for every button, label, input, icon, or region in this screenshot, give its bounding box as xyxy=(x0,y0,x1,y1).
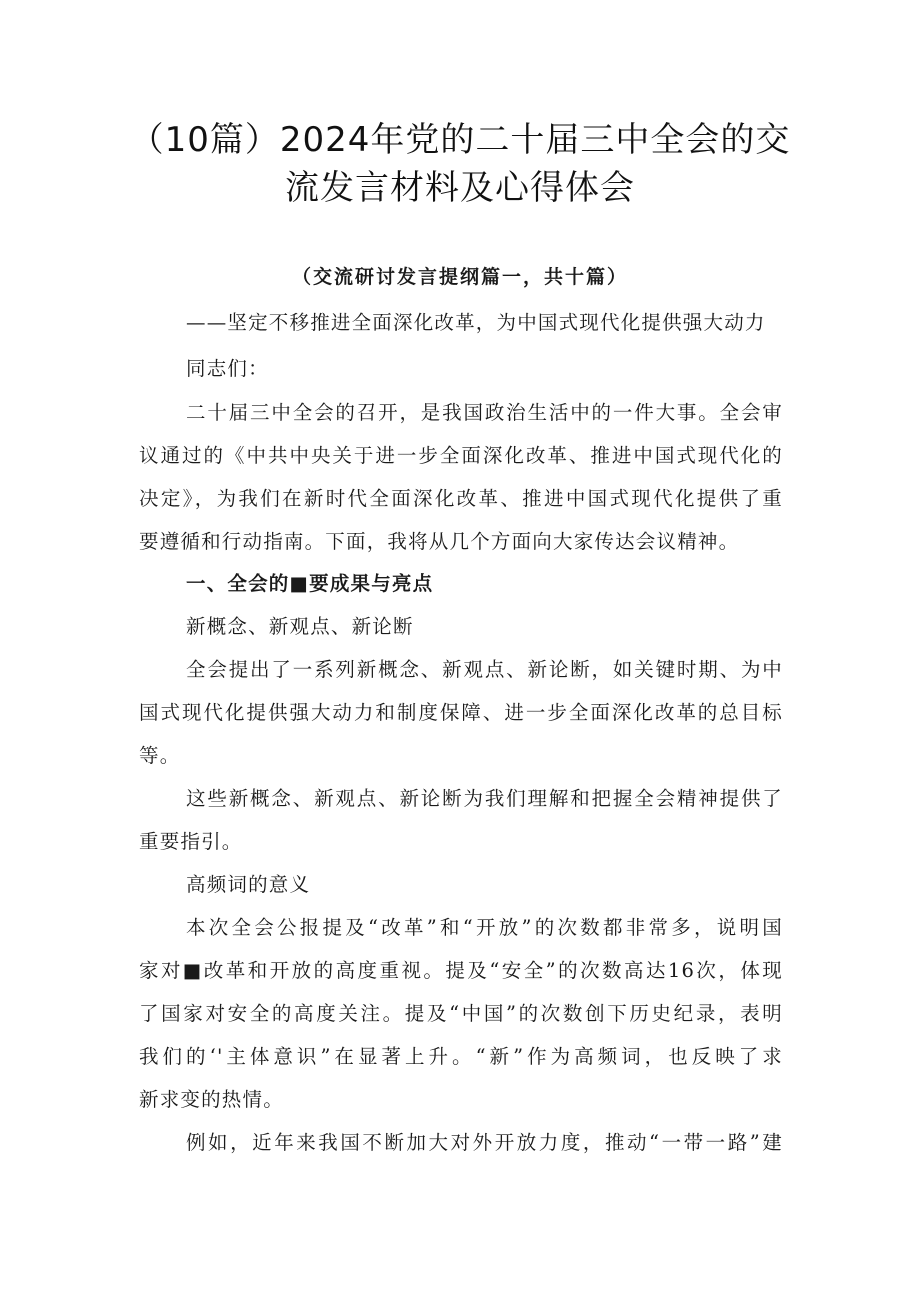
para2-line-2: 重要指引。 xyxy=(139,830,243,853)
para1-line-2: 国式现代化提供强大动力和制度保障、进一步全面深化改革的总目标 xyxy=(139,701,783,724)
salutation: 同志们： xyxy=(186,357,269,380)
document-title-line-2: 流发言材料及心得体会 xyxy=(285,168,635,208)
intro-line-3: 决定》，为我们在新时代全面深化改革、推进中国式现代化提供了重 xyxy=(139,487,783,510)
document-title-line-1: （10篇）2024年党的二十届三中全会的交 xyxy=(129,120,791,160)
section-heading-1: 一、全会的■要成果与亮点 xyxy=(186,572,434,595)
intro-line-2: 议通过的《中共中央关于进一步全面深化改革、推进中国式现代化的 xyxy=(139,444,783,467)
sub-heading-keywords: 高频词的意义 xyxy=(186,873,311,896)
para3-line-1: 本次全会公报提及“改革”和“开放”的次数都非常多，说明国 xyxy=(186,916,783,939)
para3-line-2: 家对■改革和开放的高度重视。提及“安全”的次数高达16次，体现 xyxy=(139,959,783,982)
tagline: ——坚定不移推进全面深化改革，为中国式现代化提供强大动力 xyxy=(186,311,766,334)
para4-line-1: 例如，近年来我国不断加大对外开放力度，推动“一带一路”建 xyxy=(186,1131,783,1154)
subheading: （交流研讨发言提纲篇一，共十篇） xyxy=(291,266,628,288)
para3-line-4: 我们的‘'主体意识”在显著上升。“新”作为高频词，也反映了求 xyxy=(139,1045,783,1068)
para1-line-3: 等。 xyxy=(139,744,181,767)
para1-line-1: 全会提出了一系列新概念、新观点、新论断，如关键时期、为中 xyxy=(186,658,783,681)
para2-line-1: 这些新概念、新观点、新论断为我们理解和把握全会精神提供了 xyxy=(186,787,783,810)
para3-line-5: 新求变的热情。 xyxy=(139,1088,284,1111)
intro-line-1: 二十届三中全会的召开，是我国政治生活中的一件大事。全会审 xyxy=(186,401,783,424)
para3-line-3: 了国家对安全的高度关注。提及“中国”的次数创下历史纪录，表明 xyxy=(139,1002,783,1025)
intro-line-4: 要遵循和行动指南。下面，我将从几个方面向大家传达会议精神。 xyxy=(139,530,740,553)
sub-heading-new-concepts: 新概念、新观点、新论断 xyxy=(186,615,414,638)
